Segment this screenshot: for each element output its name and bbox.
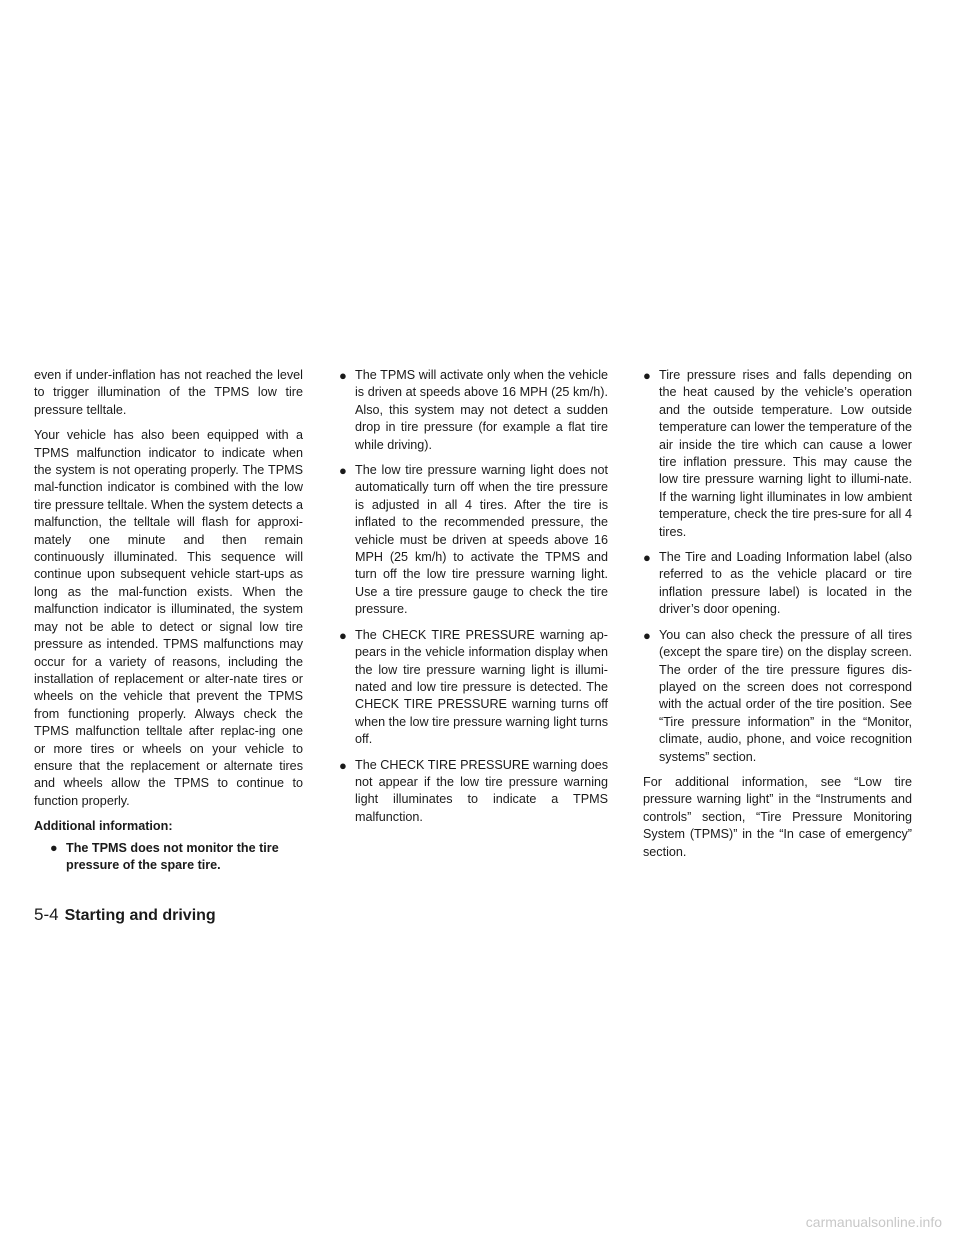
list-item <box>643 627 912 766</box>
list-item <box>643 549 912 619</box>
list-item <box>339 757 608 827</box>
page-footer <box>34 905 216 925</box>
column-right <box>643 367 912 869</box>
list-item <box>339 627 608 749</box>
list-item-text: Tire pressure rises and falls depending on the heat caused by the vehicle’s operation and the outside temperature. Low outside temperature can lower the temperature of the air inside the tire which can cause a lower tire inflation pressure. This may cause the low tire pressure warning light to illumi-nate. If the warning light illuminates in low ambient temperature, check the tire pres-sure for all 4 tires. <box>659 368 912 539</box>
list-item-text: The TPMS does not monitor the tire pressure of the spare tire. <box>66 840 279 872</box>
paragraph: Your vehicle has also been equipped with a TPMS malfunction indicator to indicate when the system is not operating properly. The TPMS mal-function indicator is combined with the low tire pressure telltale. When the system detects a malfunction, the telltale will flash for approxi-mately one minute and then remain continuously illuminated. This sequence will continue upon subsequent vehicle start-ups as long as the mal-function exists. When the malfunction indicator is illuminated, the system may not be able to detect or signal low tire pressure as intended. TPMS malfunctions may occur for a variety of reasons, including the installation of replacement or alter-nate tires or wheels on the vehicle that prevent the TPMS from functioning properly. Always check the TPMS malfunction telltale after replac-ing one or more tires or wheels on your vehicle to ensure that the replacement or alternate tires and wheels allow the TPMS to continue to function properly. <box>34 428 303 808</box>
list-item-text: You can also check the pressure of all tires (except the spare tire) on the display screen. The order of the tire pressure figures dis-played on the screen does not correspond with the actual order of the tire position. See “Tire pressure information” in the “Monitor, climate, audio, phone, and voice recognition systems” section. <box>659 627 912 764</box>
bullet-icon: ● <box>339 463 347 479</box>
list-item-text: The CHECK TIRE PRESSURE warning does not appear if the low tire pressure warning light illuminates to indicate a TPMS malfunction. <box>355 757 608 824</box>
bullet-icon: ● <box>643 368 651 383</box>
column-left <box>34 367 303 874</box>
section-heading: Additional information: <box>34 819 173 834</box>
watermark: carmanualsonline.info <box>805 1214 942 1230</box>
bullet-icon: ● <box>643 550 651 566</box>
bullet-icon: ● <box>339 757 347 773</box>
column-middle <box>339 367 608 834</box>
page-number: 5-4 <box>34 905 59 924</box>
bullet-icon: ● <box>50 840 58 855</box>
bullet-icon: ● <box>339 368 347 383</box>
list-item <box>643 367 912 541</box>
section-title: Starting and driving <box>64 907 216 924</box>
list-item-text: The CHECK TIRE PRESSURE warning ap-pears in the vehicle information display when the low tire pressure warning light is illumi-nated and low tire pressure is detected. The CHECK TIRE PRESSURE warning turns off when the low tire pressure warning light turns off. <box>355 627 608 747</box>
list-item-text: The TPMS will activate only when the vehicle is driven at speeds above 16 MPH (25 km/h). Also, this system may not detect a sudden drop in tire pressure (for example a flat tire while driving). <box>355 368 608 452</box>
bullet-icon: ● <box>643 627 651 643</box>
list-item-text: The Tire and Loading Information label (also referred to as the vehicle placard or tire inflation pressure label) is located in the driver’s door opening. <box>659 550 912 617</box>
list-item <box>339 367 608 454</box>
list-item-text: The low tire pressure warning light does not automatically turn off when the tire pressure is adjusted in all 4 tires. After the tire is inflated to the recommended pressure, the vehicle must be driven at speeds above 16 MPH (25 km/h) to activate the TPMS and turn off the low tire pressure warning light. Use a tire pressure gauge to check the tire pressure. <box>355 463 608 617</box>
list-item <box>50 840 303 875</box>
bullet-icon: ● <box>339 627 347 643</box>
list-item <box>339 462 608 619</box>
paragraph: For additional information, see “Low tire pressure warning light” in the “Instruments and controls” section, “Tire Pressure Monitoring System (TPMS)” in the “In case of emergency” section. <box>643 774 912 859</box>
paragraph: even if under-inflation has not reached the level to trigger illumination of the TPMS low tire pressure telltale. <box>34 368 303 417</box>
